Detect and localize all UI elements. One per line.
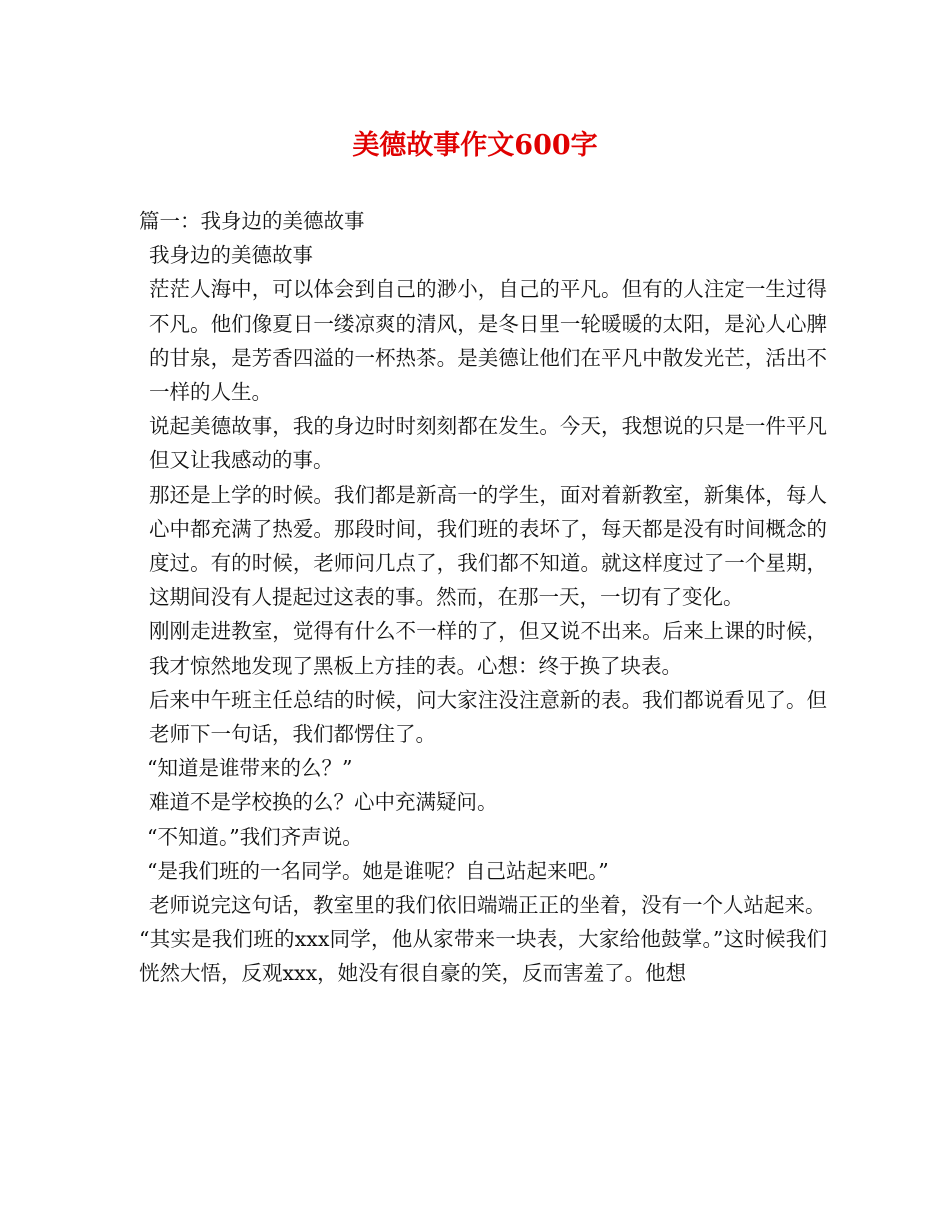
- document-body: [139, 204, 827, 991]
- paragraph: “其实是我们班的xxx同学，他从家带来一块表，大家给他鼓掌。”这时候我们恍然大悟，反观xxx，她没有很自豪的笑，反而害羞了。他想: [139, 927, 827, 986]
- dialogue-line: “不知道。”我们齐声说。: [147, 824, 363, 849]
- dialogue-line: “是我们班的一名同学。她是谁呢？自己站起来吧。”: [147, 858, 609, 883]
- paragraph: 后来中午班主任总结的时候，问大家注没注意新的表。我们都说看见了。但老师下一句话，我们都愣住了。: [149, 687, 827, 747]
- document-title: 美德故事作文600字: [352, 130, 598, 161]
- dialogue-line: “知道是谁带来的么？”: [147, 756, 353, 781]
- article-subtitle: 我身边的美德故事: [149, 243, 313, 268]
- paragraph: 茫茫人海中，可以体会到自己的渺小，自己的平凡。但有的人注定一生过得不凡。他们像夏日一缕凉爽的清风，是冬日里一轮暖暖的太阳，是沁人心脾的甘泉，是芳香四溢的一杯热茶。是美德让他们在平凡中散发光芒，活出不一样的人生。: [149, 277, 827, 405]
- paragraph: 老师说完这句话，教室里的我们依旧端端正正的坐着，没有一个人站起来。: [149, 893, 826, 918]
- section-heading: 篇一：我身边的美德故事: [139, 209, 365, 233]
- paragraph: 难道不是学校换的么？心中充满疑问。: [149, 790, 498, 815]
- paragraph: 刚刚走进教室，觉得有什么不一样的了，但又说不出来。后来上课的时候，我才惊然地发现了黑板上方挂的表。心想：终于换了块表。: [149, 619, 827, 678]
- paragraph: 那还是上学的时候。我们都是新高一的学生，面对着新教室，新集体，每人心中都充满了热爱。那段时间，我们班的表坏了，每天都是没有时间概念的度过。有的时候，老师问几点了，我们都不知道。就这样度过了一个星期，这期间没有人提起过这表的事。然而，在那一天，一切有了变化。: [149, 482, 827, 610]
- paragraph: 说起美德故事，我的身边时时刻刻都在发生。今天，我想说的只是一件平凡但又让我感动的事。: [149, 414, 827, 473]
